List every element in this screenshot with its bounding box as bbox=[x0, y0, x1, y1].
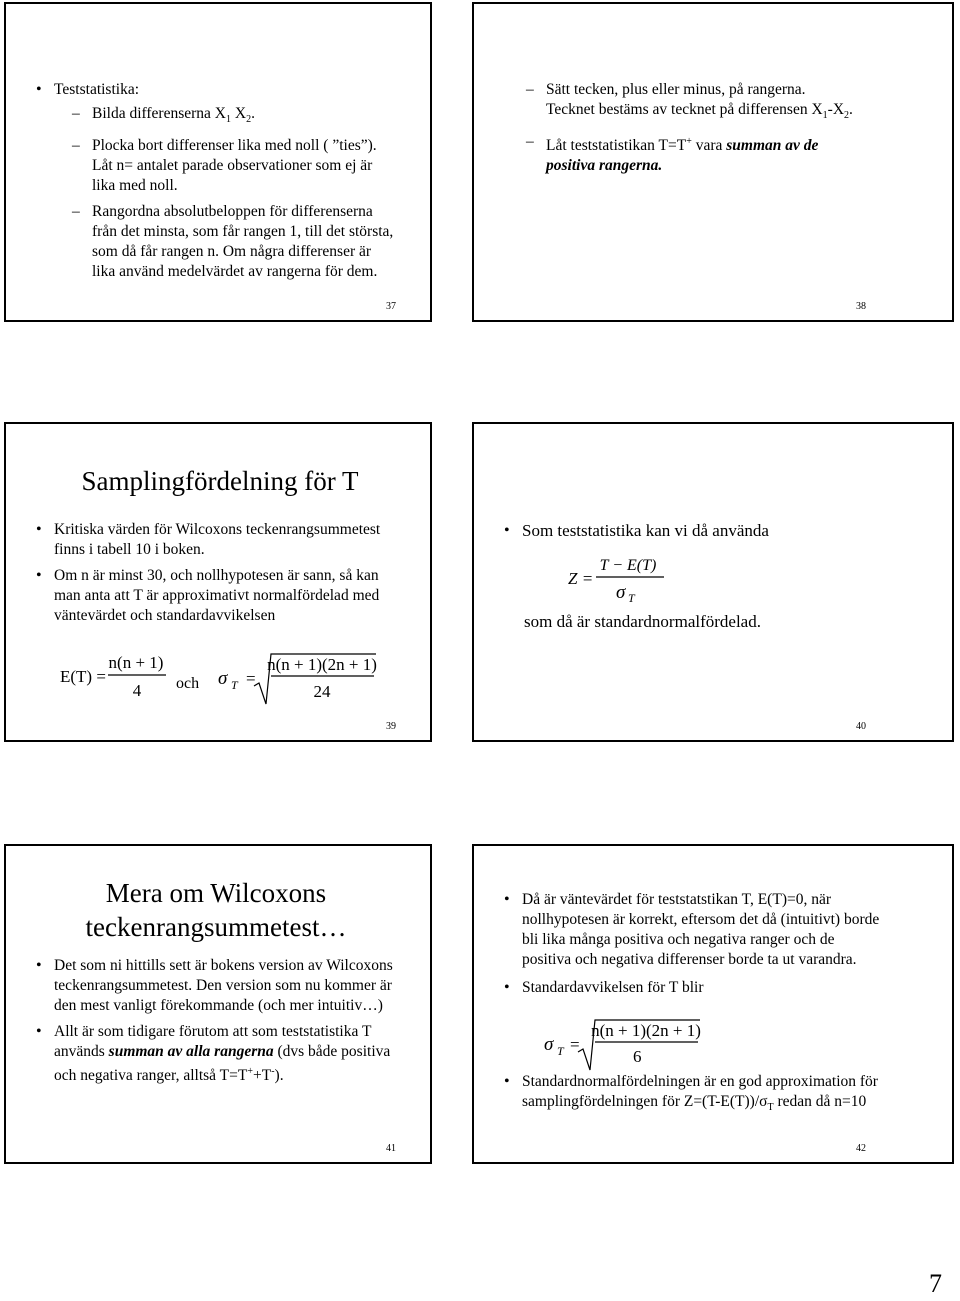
slide-38 bbox=[472, 2, 954, 322]
svg-text:σ: σ bbox=[218, 668, 228, 689]
bullet: • Om n är minst 30, och nollhypotesen är sann, så kan man anta att T är approximativt normalfördelad med väntevärdet och standardavvikelsen bbox=[36, 566, 396, 626]
slide-number: 42 bbox=[856, 1143, 866, 1154]
svg-text:6: 6 bbox=[633, 1047, 642, 1066]
dash-item: – Sätt tecken, plus eller minus, på rangerna. Tecknet bestäms av tecknet på differensen $X_1-X_2$. bbox=[526, 80, 856, 126]
slide-number: 41 bbox=[386, 1143, 396, 1154]
slide-42 bbox=[472, 844, 954, 1164]
svg-text:T: T bbox=[231, 678, 238, 692]
svg-text:T: T bbox=[628, 591, 635, 605]
bullet: • Kritiska värden för Wilcoxons teckenrangsummetest finns i tabell 10 i boken. bbox=[36, 520, 396, 560]
svg-text:4: 4 bbox=[132, 681, 142, 700]
slide-37 bbox=[4, 2, 432, 322]
slide-40 bbox=[472, 422, 954, 742]
svg-text:E(T) =: E(T) = bbox=[60, 667, 106, 686]
svg-text:σ: σ bbox=[616, 582, 626, 603]
slide-number: 37 bbox=[386, 301, 396, 312]
bullet: • Allt är som tidigare förutom att som teststatistika T används summan av alla rangerna (dvs både positiva och negativa ranger, alltså T=T++T-). bbox=[36, 1022, 396, 1086]
text-line: som då är standardnormalfördelad. bbox=[524, 612, 761, 631]
bullet: • Då är väntevärdet för teststatstikan T, E(T)=0, när nollhypotesen är korrekt, eftersom det då (intuitivt) borde bli lika många positiva och negativa ranger och de positiva och negativa differenser borde ta ut varandra. bbox=[504, 890, 884, 970]
bullet: • Som teststatistika kan vi då använda bbox=[504, 520, 924, 542]
slide-title: Samplingfördelning för T bbox=[81, 466, 359, 496]
dash-item: – Låt teststatistikan T=T+ vara summan av de positiva rangerna. bbox=[526, 132, 856, 176]
page-number: 7 bbox=[929, 1269, 942, 1298]
dash-item: – Bilda differenserna $X_1$ $X_2$. bbox=[72, 104, 396, 130]
formula-sigma-t bbox=[542, 1018, 742, 1074]
svg-text:=: = bbox=[570, 1035, 580, 1054]
bullet: • Det som ni hittills sett är bokens version av Wilcoxons teckenrangsummetest. Den version som nu kommer är den mest vanligt förekommande (och mer intuitiv…) bbox=[36, 956, 396, 1016]
slide-number: 38 bbox=[856, 301, 866, 312]
slide-39 bbox=[4, 422, 432, 742]
slide-title: Mera om Wilcoxons teckenrangsummetest… bbox=[85, 878, 347, 942]
dash-item: – Rangordna absolutbeloppen för differenserna från det minsta, som får rangen 1, till det största, som då får rangen n. Om några differenser är lika använd medelvärdet av rangerna för dem. bbox=[72, 202, 396, 282]
slide-number: 40 bbox=[856, 721, 866, 732]
svg-text:och: och bbox=[176, 675, 200, 692]
formula-expectation-sd bbox=[56, 650, 456, 720]
bullet: • Teststatistika: – Bilda differenserna $X_1$ $X_2$. – Plocka bort differenser lika med noll ( ”ties”). Låt n= antalet parade observationer som ej är lika med noll. – Rangordna absolutbeloppen för differenserna från det minsta, som får rangen 1, till det största, som då får rangen n. Om några differenser är lika använd medelvärdet av rangerna för dem. bbox=[36, 80, 396, 282]
formula-z bbox=[564, 552, 764, 612]
slide-number: 39 bbox=[386, 721, 396, 732]
svg-text:n(n + 1)(2n + 1): n(n + 1)(2n + 1) bbox=[591, 1021, 701, 1040]
svg-text:Z =: Z = bbox=[568, 569, 594, 588]
svg-text:24: 24 bbox=[313, 682, 331, 701]
svg-text:T: T bbox=[557, 1044, 564, 1058]
svg-text:n(n + 1): n(n + 1) bbox=[108, 653, 164, 672]
dash-item: – Plocka bort differenser lika med noll ( ”ties”). Låt n= antalet parade observationer som ej är lika med noll. bbox=[72, 136, 396, 196]
bullet: • Standardnormalfördelningen är en god approximation för samplingfördelningen för $Z=(T-E(T))/\sigma_T$ redan då n=10 bbox=[504, 1072, 884, 1118]
svg-text:σ: σ bbox=[544, 1034, 554, 1055]
bullet: • Standardavvikelsen för T blir bbox=[504, 978, 884, 998]
svg-text:n(n + 1)(2n + 1): n(n + 1)(2n + 1) bbox=[267, 655, 377, 674]
svg-text:=: = bbox=[246, 669, 256, 688]
svg-text:T − E(T): T − E(T) bbox=[599, 557, 657, 574]
slide-41 bbox=[4, 844, 432, 1164]
